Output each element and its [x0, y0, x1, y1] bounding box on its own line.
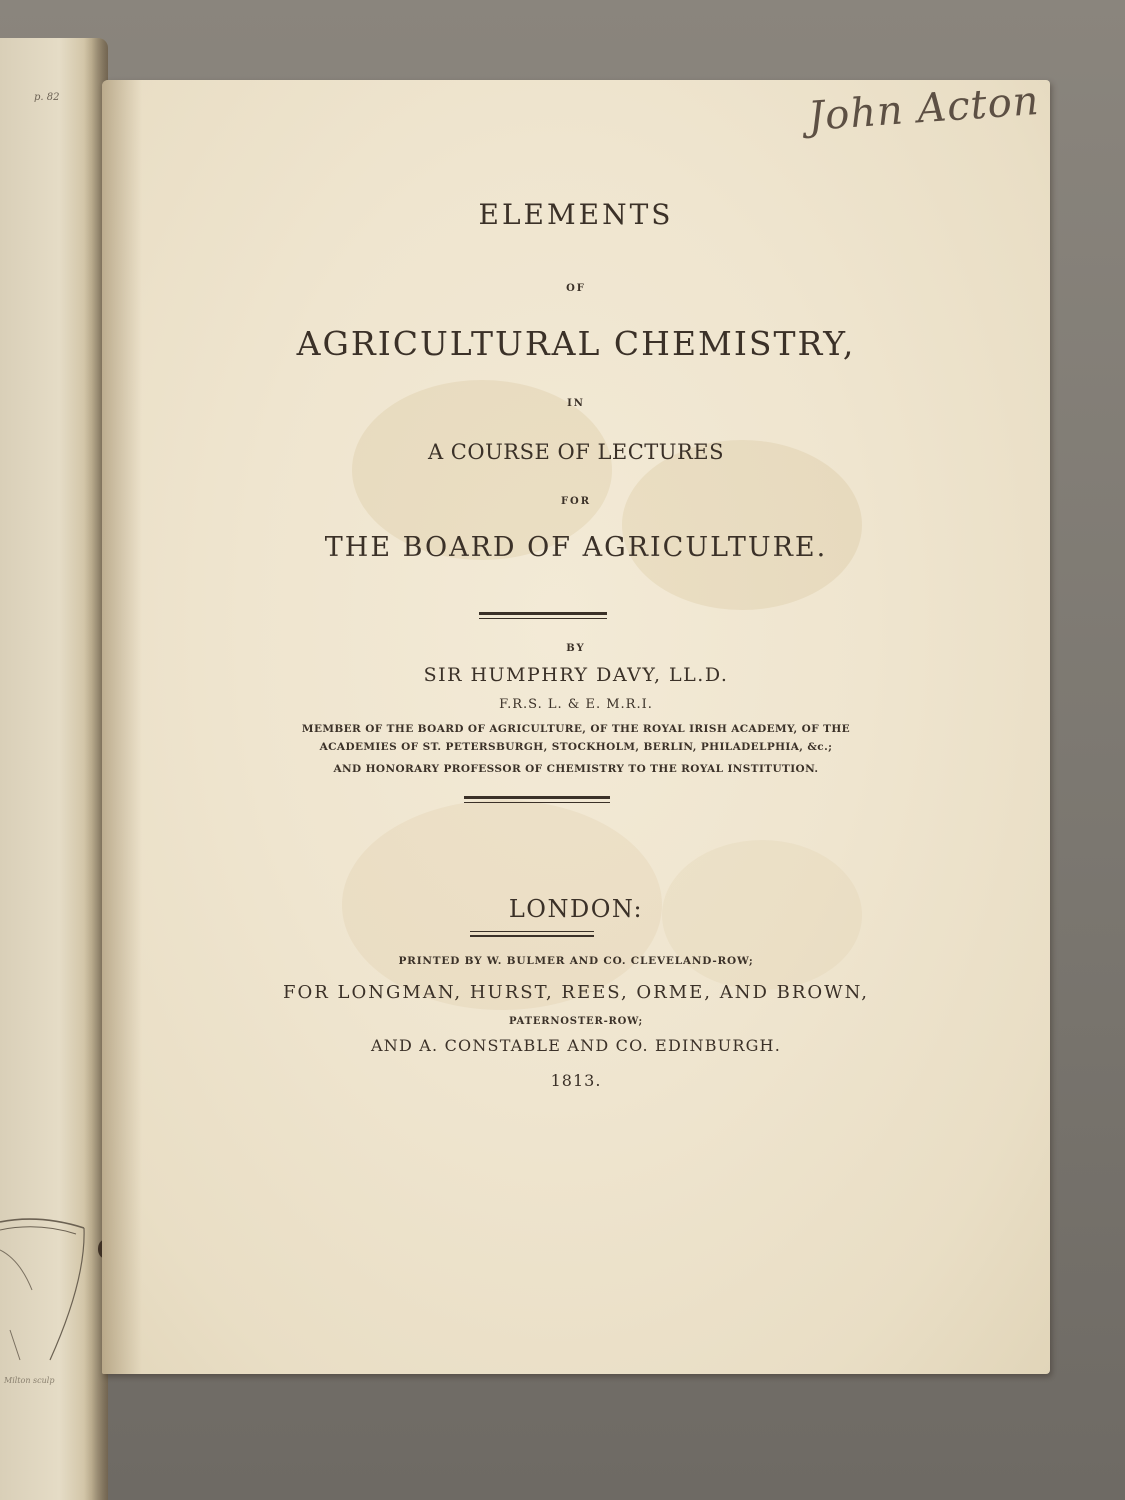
- plate-reference: p. 82: [34, 92, 60, 103]
- connector-in: IN: [567, 398, 585, 409]
- author-name: SIR HUMPHRY DAVY, LL.D.: [423, 664, 729, 686]
- imprint-city: LONDON:: [508, 895, 644, 923]
- facing-page: [0, 38, 108, 1500]
- membership-line: ACADEMIES OF ST. PETERSBURGH, STOCKHOLM, BERLIN, PHILADELPHIA, &c.;: [319, 741, 833, 753]
- course-line: A COURSE OF LECTURES: [427, 440, 725, 464]
- publication-year: 1813.: [550, 1071, 602, 1090]
- printer-line: PRINTED BY W. BULMER AND CO. CLEVELAND-ROW;: [398, 955, 754, 967]
- membership-line: AND HONORARY PROFESSOR OF CHEMISTRY TO THE ROYAL INSTITUTION.: [333, 763, 819, 775]
- board-line: THE BOARD OF AGRICULTURE.: [324, 532, 828, 563]
- by-line: BY: [566, 643, 586, 654]
- subject-title: AGRICULTURAL CHEMISTRY,: [296, 324, 856, 363]
- membership-line: MEMBER OF THE BOARD OF AGRICULTURE, OF THE ROYAL IRISH ACADEMY, OF THE: [301, 723, 851, 735]
- co-publisher-line: AND A. CONSTABLE AND CO. EDINBURGH.: [370, 1036, 781, 1055]
- double-rule: [479, 612, 607, 615]
- city-underline: [470, 931, 594, 932]
- foxing-stain: [622, 440, 862, 610]
- publishers-location: PATERNOSTER-ROW;: [508, 1016, 644, 1027]
- connector-for: FOR: [560, 496, 592, 507]
- publishers-line: FOR LONGMAN, HURST, REES, ORME, AND BROWN,: [283, 982, 869, 1003]
- double-rule: [464, 796, 610, 799]
- connector-of: OF: [566, 283, 586, 294]
- plate-caption: Milton sculp: [4, 1376, 55, 1385]
- title-page: [102, 77, 1050, 1374]
- author-fellowships: F.R.S. L. & E. M.R.I.: [499, 697, 653, 712]
- owner-signature: John Acton: [806, 77, 1041, 141]
- title-heading: ELEMENTS: [478, 198, 674, 231]
